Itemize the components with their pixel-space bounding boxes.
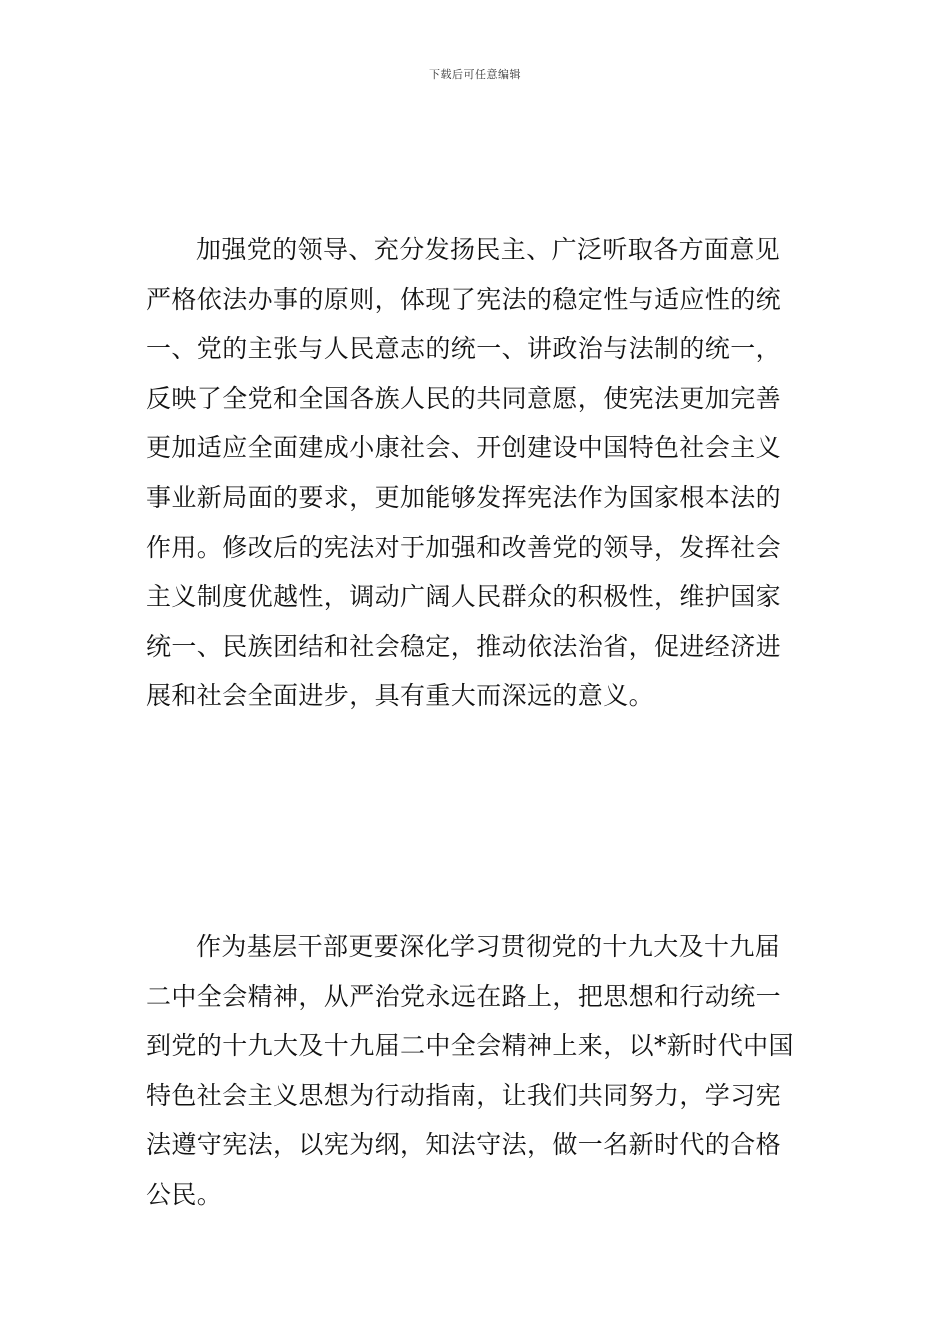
paragraph-line: 公民。 <box>146 1179 223 1209</box>
paragraph-line: 严格依法办事的原则，体现了宪法的稳定性与适应性的统 <box>146 284 782 314</box>
paragraph-line: 更加适应全面建成小康社会、开创建设中国特色社会主义 <box>146 433 782 463</box>
paragraph-line: 特色社会主义思想为行动指南，让我们共同努力，学习宪 <box>146 1080 782 1110</box>
paragraph-line: 展和社会全面进步，具有重大而深远的意义。 <box>146 681 655 711</box>
paragraph-line: 主义制度优越性，调动广阔人民群众的积极性，维护国家 <box>146 582 782 612</box>
paragraph-line: 法遵守宪法，以宪为纲，知法守法，做一名新时代的合格 <box>146 1130 782 1160</box>
paragraph-line: 反映了全党和全国各族人民的共同意愿，使宪法更加完善 <box>146 383 782 413</box>
paragraph-line: 二中全会精神，从严治党永远在路上，把思想和行动统一 <box>146 981 782 1011</box>
paragraph-line: 一、党的主张与人民意志的统一、讲政治与法制的统一， <box>146 334 782 364</box>
paragraph-line: 到党的十九大及十九届二中全会精神上来，以*新时代中国 <box>146 1031 794 1061</box>
paragraph-1 <box>146 225 810 721</box>
paragraph-2 <box>146 922 810 1220</box>
paragraph-line: 作为基层干部更要深化学习贯彻党的十九大及十九届 <box>196 932 781 961</box>
paragraph-line: 加强党的领导、充分发扬民主、广泛听取各方面意见 <box>196 235 781 264</box>
paragraph-line: 作用。修改后的宪法对于加强和改善党的领导，发挥社会 <box>146 532 782 562</box>
header-note: 下载后可任意编辑 <box>429 68 521 81</box>
paragraph-line: 事业新局面的要求，更加能够发挥宪法作为国家根本法的 <box>146 482 782 512</box>
paragraph-line: 统一、民族团结和社会稳定，推动依法治省，促进经济进 <box>146 631 782 661</box>
